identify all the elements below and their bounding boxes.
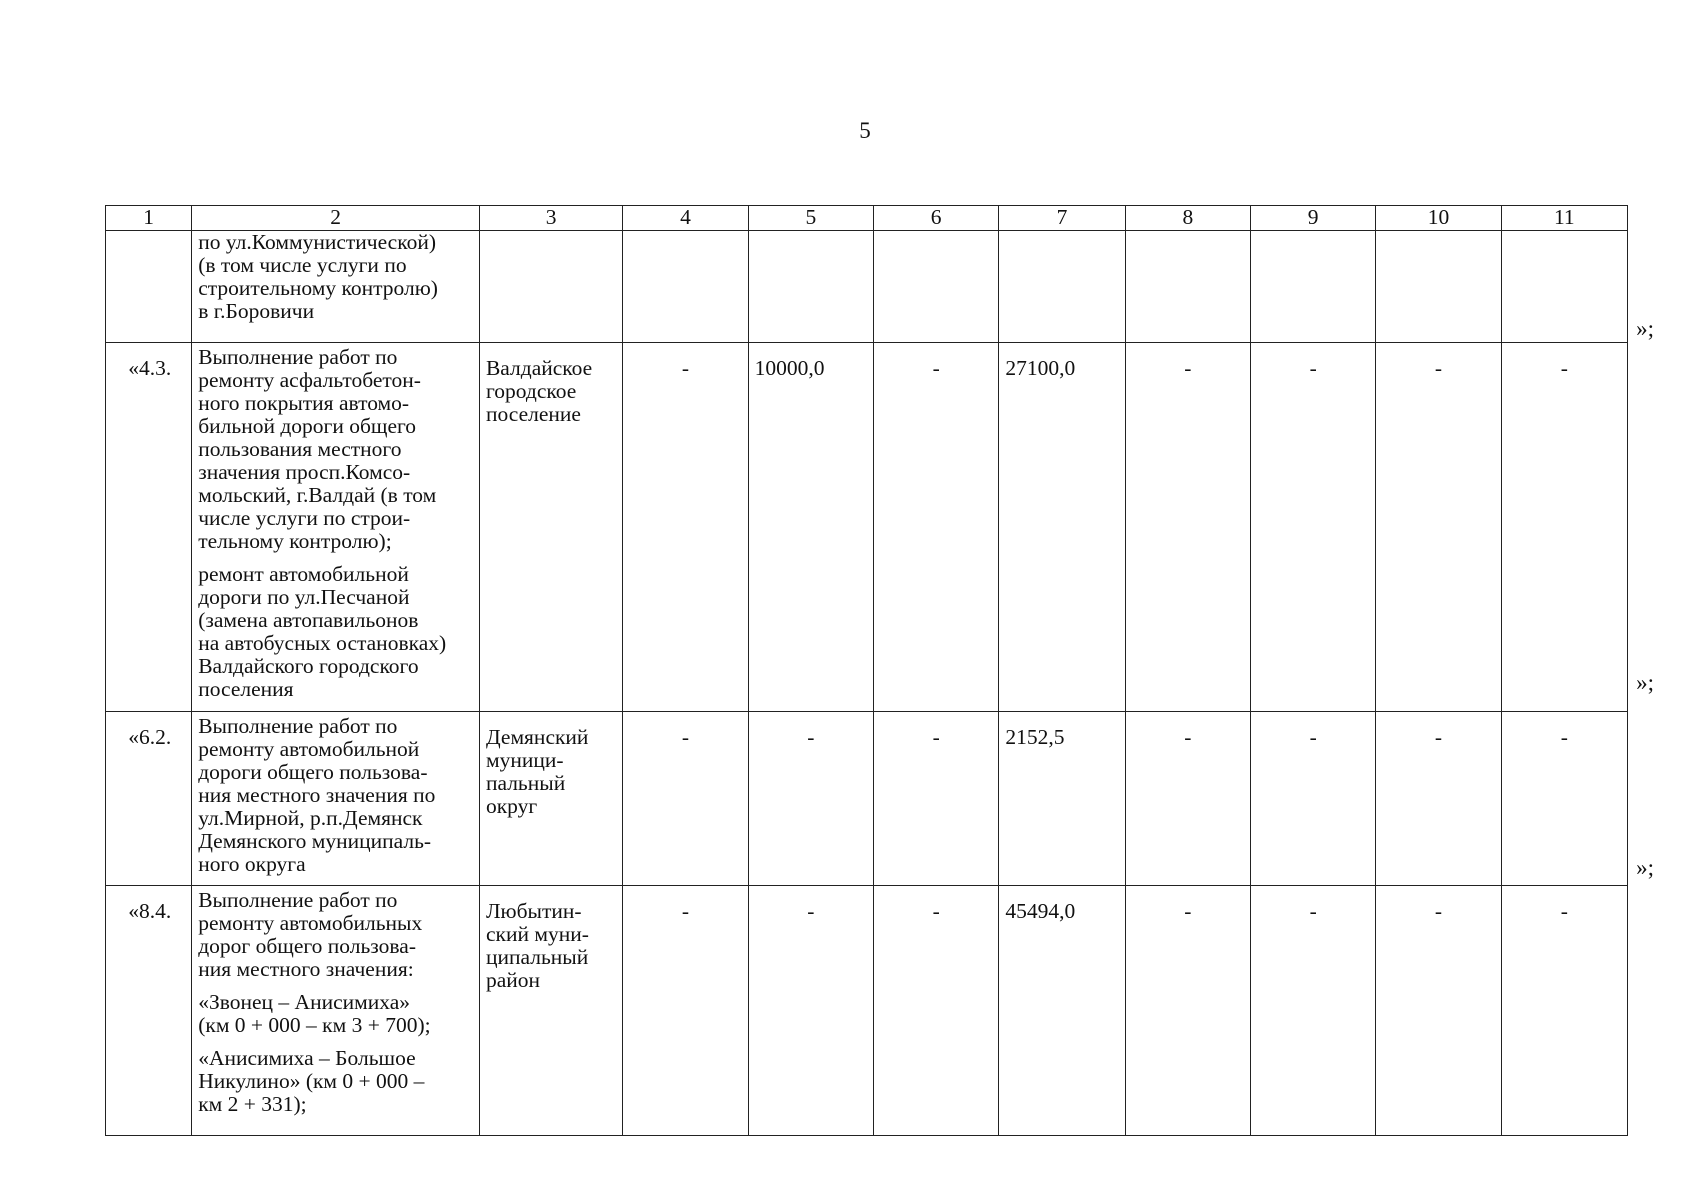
value-cell: -	[1376, 886, 1501, 1136]
closing-quote: »;	[1636, 855, 1654, 880]
municipality-line: поселение	[485, 402, 581, 426]
budget-table	[105, 205, 1628, 1136]
value-cell: -	[623, 343, 748, 712]
value-cell: 45494,0	[999, 886, 1125, 1136]
municipality-cell	[479, 712, 622, 886]
closing-quote: »;	[1636, 316, 1654, 341]
value-cell: -	[1501, 343, 1627, 712]
column-header: 6	[874, 206, 999, 231]
municipality-line: пальный	[485, 771, 566, 795]
description-line: Выполнение работ по	[198, 888, 398, 912]
value-cell: -	[623, 886, 748, 1136]
value-cell: -	[1501, 886, 1627, 1136]
description-line: пользования местного	[198, 437, 402, 461]
value-cell: -	[1250, 343, 1375, 712]
description-line: в г.Боровичи	[198, 299, 315, 323]
table-row	[106, 886, 1628, 1136]
description-line: ремонту асфальтобетон-	[198, 368, 421, 392]
description-line: Валдайского городского	[198, 654, 419, 678]
value-cell	[1125, 231, 1250, 343]
value-cell: 27100,0	[999, 343, 1125, 712]
description-paragraph	[198, 1047, 475, 1116]
description-line: ремонт автомобильной	[198, 562, 409, 586]
value-cell	[1501, 231, 1627, 343]
description-line: ремонту автомобильных	[198, 911, 423, 935]
description-line: поселения	[198, 677, 294, 701]
value-cell: -	[748, 886, 873, 1136]
description-paragraph	[198, 889, 475, 981]
municipality-line: Демянский	[485, 725, 589, 749]
value-cell	[1250, 231, 1375, 343]
municipality-line: Валдайское	[485, 356, 593, 380]
work-description-cell	[192, 712, 480, 886]
description-line: Выполнение работ по	[198, 714, 398, 738]
work-description-cell	[192, 343, 480, 712]
value-cell: -	[1376, 712, 1501, 886]
municipality-line: муници-	[485, 748, 564, 772]
description-paragraph	[198, 715, 475, 876]
description-line: ния местного значения:	[198, 957, 414, 981]
value-cell: -	[1125, 886, 1250, 1136]
description-line: ния местного значения по	[198, 783, 436, 807]
description-line: «Звонец – Анисимиха»	[198, 990, 411, 1014]
description-line: бильной дороги общего	[198, 414, 417, 438]
description-line: км 2 + 331);	[198, 1092, 307, 1116]
number-cell	[106, 231, 192, 343]
description-line: «Анисимиха – Большое	[198, 1046, 416, 1070]
value-cell: -	[748, 712, 873, 886]
municipality-cell	[479, 231, 622, 343]
municipality-line: ципальный	[485, 945, 589, 969]
closing-quote: »;	[1636, 670, 1654, 695]
description-line: дороги по ул.Песчаной	[198, 585, 410, 609]
header-row	[106, 206, 1628, 231]
municipality-line: район	[485, 968, 541, 992]
description-line: ул.Мирной, р.п.Демянск	[198, 806, 423, 830]
municipality-line: городское	[485, 379, 577, 403]
value-cell: -	[623, 712, 748, 886]
table-row	[106, 343, 1628, 712]
description-line: ного покрытия автомо-	[198, 391, 410, 415]
description-line: ного округа	[198, 852, 306, 876]
municipality-line: ский муни-	[485, 922, 589, 946]
column-header: 2	[192, 206, 480, 231]
value-cell: -	[1376, 343, 1501, 712]
value-cell	[874, 231, 999, 343]
description-line: Выполнение работ по	[198, 345, 398, 369]
value-cell: -	[874, 886, 999, 1136]
value-cell: -	[874, 712, 999, 886]
description-line: (км 0 + 000 – км 3 + 700);	[198, 1013, 431, 1037]
description-paragraph	[198, 231, 475, 323]
description-line: значения просп.Комсо-	[198, 460, 411, 484]
work-description-cell	[192, 231, 480, 343]
description-line: по ул.Коммунистической)	[198, 230, 436, 254]
value-cell: 2152,5	[999, 712, 1125, 886]
value-cell: -	[874, 343, 999, 712]
column-header: 9	[1250, 206, 1375, 231]
description-line: Никулино» (км 0 + 000 –	[198, 1069, 425, 1093]
item-number: «6.2.	[106, 712, 192, 886]
value-cell: 10000,0	[748, 343, 873, 712]
value-cell	[999, 231, 1125, 343]
value-cell: -	[1250, 712, 1375, 886]
value-cell	[1376, 231, 1501, 343]
column-header: 4	[623, 206, 748, 231]
column-header: 8	[1125, 206, 1250, 231]
value-cell	[748, 231, 873, 343]
table-row	[106, 712, 1628, 886]
description-line: мольский, г.Валдай (в том	[198, 483, 437, 507]
item-number: «8.4.	[106, 886, 192, 1136]
municipality-line: Любытин-	[485, 899, 582, 923]
item-number: «4.3.	[106, 343, 192, 712]
page-number: 5	[859, 118, 871, 143]
description-line: дорог общего пользова-	[198, 934, 416, 958]
description-line: тельному контролю);	[198, 529, 392, 553]
description-line: (в том числе услуги по	[198, 253, 407, 277]
column-header: 10	[1376, 206, 1501, 231]
description-line: (замена автопавильонов	[198, 608, 419, 632]
column-header: 7	[999, 206, 1125, 231]
column-header: 1	[106, 206, 192, 231]
municipality-cell	[479, 343, 622, 712]
column-header: 11	[1501, 206, 1627, 231]
column-header: 5	[748, 206, 873, 231]
value-cell: -	[1250, 886, 1375, 1136]
value-cell: -	[1501, 712, 1627, 886]
description-line: ремонту автомобильной	[198, 737, 420, 761]
description-line: числе услуги по строи-	[198, 506, 411, 530]
column-header: 3	[479, 206, 622, 231]
value-cell: -	[1125, 712, 1250, 886]
description-line: строительному контролю)	[198, 276, 438, 300]
description-line: дороги общего пользова-	[198, 760, 428, 784]
municipality-line: округ	[485, 794, 538, 818]
value-cell	[623, 231, 748, 343]
description-line: на автобусных остановках)	[198, 631, 447, 655]
work-description-cell	[192, 886, 480, 1136]
municipality-cell	[479, 886, 622, 1136]
continuation-row	[106, 231, 1628, 343]
description-paragraph	[198, 991, 475, 1037]
description-paragraph	[198, 346, 475, 553]
description-line: Демянского муниципаль-	[198, 829, 432, 853]
value-cell: -	[1125, 343, 1250, 712]
description-paragraph	[198, 563, 475, 701]
